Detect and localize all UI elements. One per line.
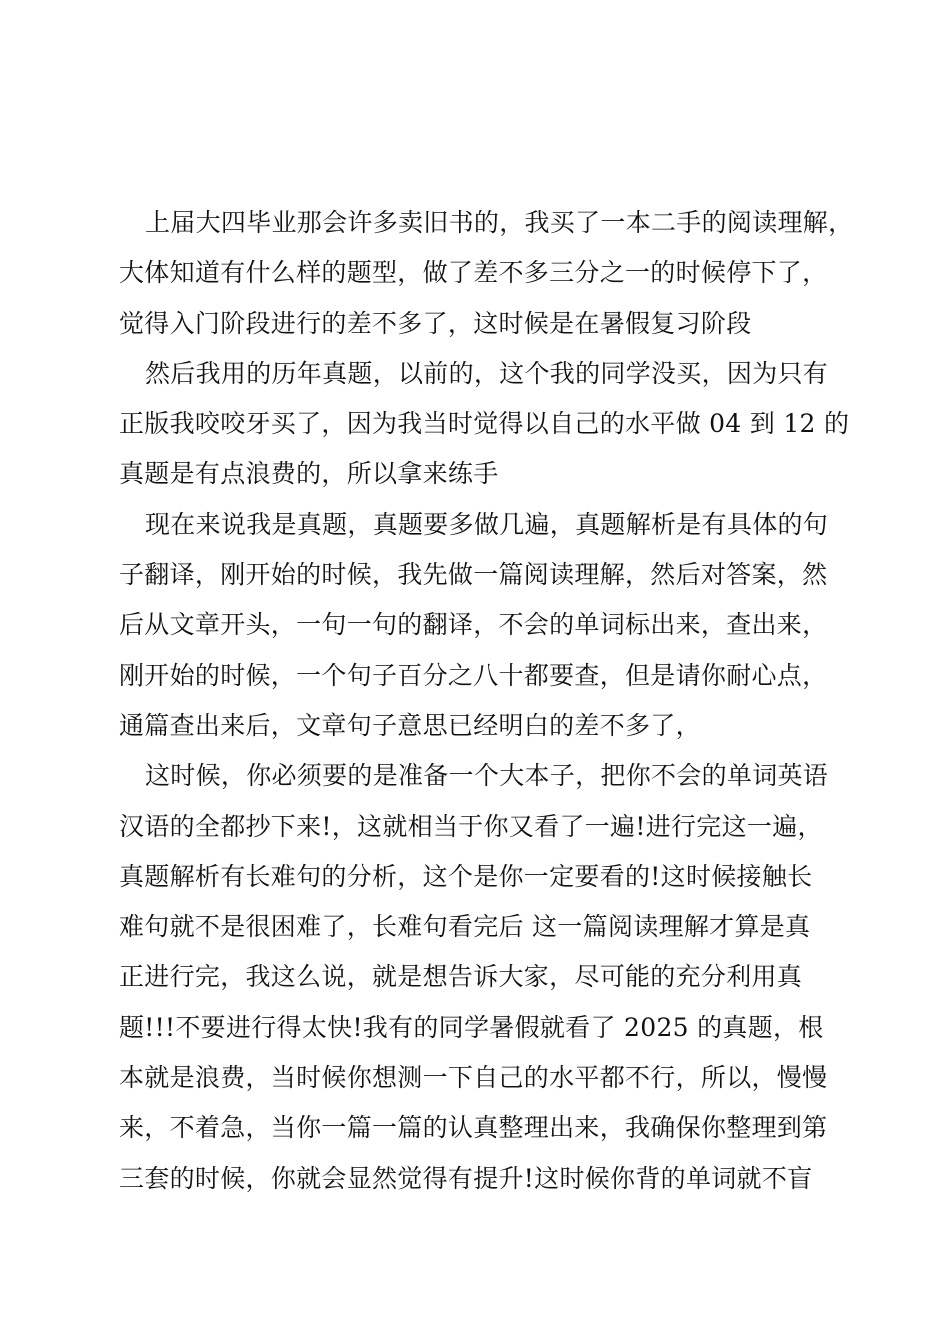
paragraph-3 xyxy=(119,500,835,751)
text-line: 上届大四毕业那会许多卖旧书的，我买了一本二手的阅读理解， xyxy=(145,208,854,237)
paragraph-2 xyxy=(119,349,850,500)
text-line: 通篇查出来后，文章句子意思已经明白的差不多了， xyxy=(119,710,701,740)
text-line: 真题是有点浪费的，所以拿来练手 xyxy=(119,459,499,489)
text-line: 汉语的全都抄下来!，这就相当于你又看了一遍!进行完这一遍， xyxy=(119,811,823,841)
text-line: 然后我用的历年真题，以前的，这个我的同学没买，因为只有 xyxy=(145,358,829,388)
text-line: 后从文章开头，一句一句的翻译，不会的单词标出来，查出来， xyxy=(119,610,828,640)
text-line: 题!!!不要进行得太快!我有的同学暑假就看了 2025 的真题，根 xyxy=(119,1012,824,1042)
text-line: 觉得入门阶段进行的差不多了，这时候是在暑假复习阶段 xyxy=(119,308,752,338)
text-line: 现在来说我是真题，真题要多做几遍，真题解析是有具体的句 xyxy=(145,509,829,539)
text-line: 三套的时候，你就会显然觉得有提升!这时候你背的单词就不盲 xyxy=(119,1163,813,1193)
paragraph-1 xyxy=(119,198,854,349)
text-line: 子翻译，刚开始的时候，我先做一篇阅读理解，然后对答案，然 xyxy=(119,560,828,590)
text-line: 正进行完，我这么说，就是想告诉大家，尽可能的充分利用真 xyxy=(119,962,803,992)
text-line: 正版我咬咬牙买了，因为我当时觉得以自己的水平做 04 到 12 的 xyxy=(119,409,850,439)
text-line: 本就是浪费，当时候你想测一下自己的水平都不行，所以，慢慢 xyxy=(119,1063,828,1093)
text-line: 难句就不是很困难了，长难句看完后 这一篇阅读理解才算是真 xyxy=(119,912,811,942)
text-line: 大体知道有什么样的题型，做了差不多三分之一的时候停下了， xyxy=(119,258,828,288)
document-body xyxy=(119,198,854,1204)
paragraph-4 xyxy=(119,751,835,1204)
text-line: 这时候，你必须要的是准备一个大本子，把你不会的单词英语 xyxy=(145,761,829,791)
text-line: 刚开始的时候，一个句子百分之八十都要查，但是请你耐心点， xyxy=(119,660,828,690)
text-line: 真题解析有长难句的分析，这个是你一定要看的!这时候接触长 xyxy=(119,861,813,891)
text-line: 来，不着急，当你一篇一篇的认真整理出来，我确保你整理到第 xyxy=(119,1113,828,1143)
